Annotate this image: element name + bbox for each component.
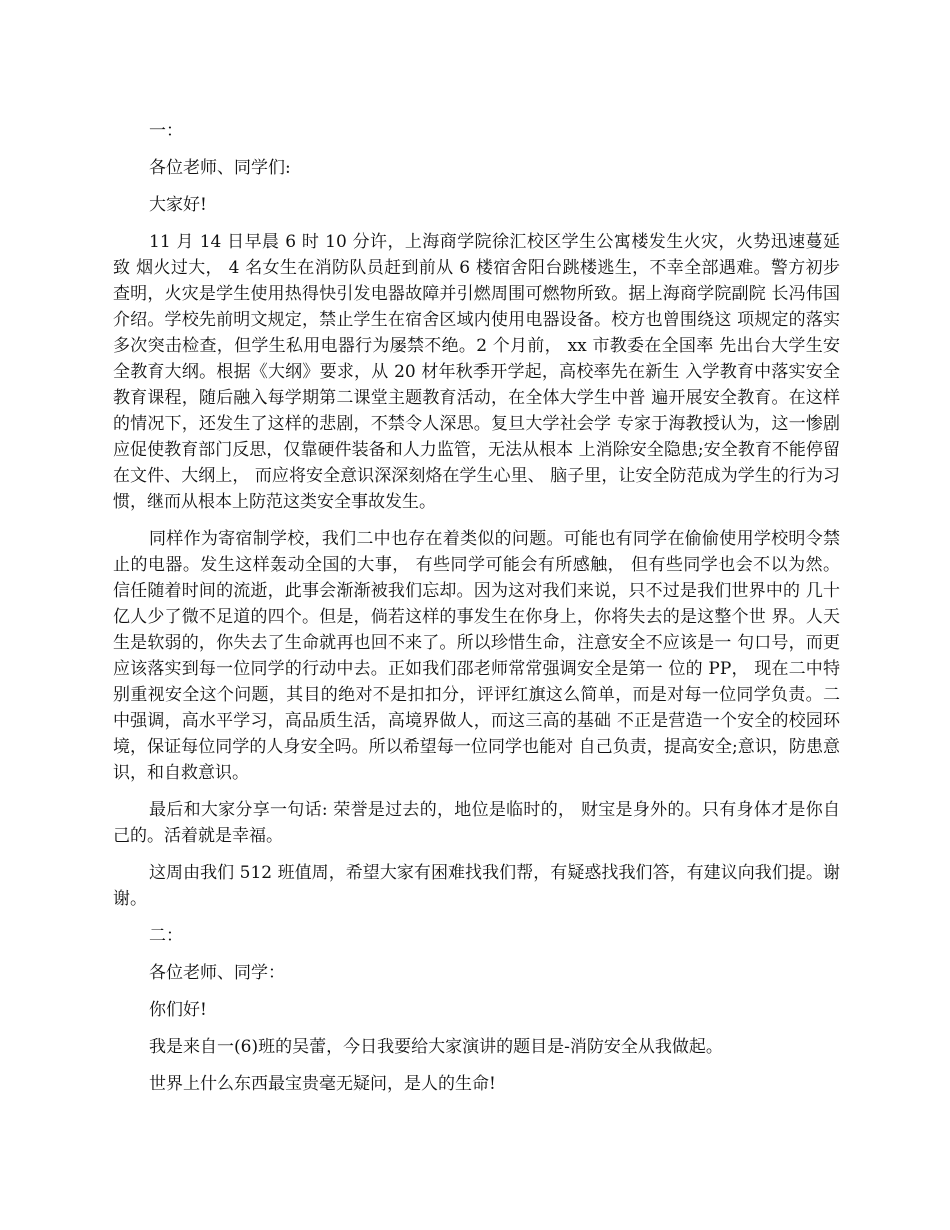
speech-opening-line: 世界上什么东西最宝贵毫无疑问，是人的生命! <box>149 1074 496 1094</box>
document-page <box>113 118 840 1108</box>
greeting-1: 大家好! <box>149 195 207 215</box>
section-heading-2: 二： <box>149 926 183 946</box>
greeting-2: 你们好! <box>149 1000 207 1020</box>
salutation-1: 各位老师、同学们: <box>149 158 291 178</box>
section-heading-1: 一： <box>149 121 183 141</box>
body-paragraph-closing-quote: 最后和大家分享一句话: 荣誉是过去的，地位是临时的， 财宝是身外的。只有身体才是你自 己的。活着就是幸福。 <box>113 800 840 846</box>
speech-intro: 我是来自一(6)班的吴蕾，今日我要给大家演讲的题目是-消防安全从我做起。 <box>149 1037 723 1057</box>
body-paragraph-duty-class: 这周由我们 512 班值周，希望大家有困难找我们帮，有疑惑找我们答，有建议向我们提。谢谢。 <box>113 863 840 909</box>
body-paragraph-school-safety: 同样作为寄宿制学校，我们二中也存在着类似的问题。可能也有同学在偷偷使用学校明令禁 止的电器。发生这样轰动全国的大事， 有些同学可能会有所感触， 但有些同学也会不以为然。 信任随着时间的流逝，此事会渐渐被我们忘却。因为这对我们来说，只不过是我们世界中的 几十亿人少了微不足道的四个。但是，倘若这样的事发生在你身上，你将失去的是这整个世 界。人天生是软弱的，你失去了生命就再也回不来了。所以珍惜生命，注意安全不应该是一 句口号，而更应该落实到每一位同学的行动中去。正如我们邵老师常常强调安全是第一 位的 PP， 现在二中特别重视安全这个问题，其目的绝对不是扣扣分，评评红旗这么简单，而是对每一位同学负责。二中强调，高水平学习，高品质生活，高境界做人，而这三高的基础 不正是营造一个安全的校园环境，保证每位同学的人身安全吗。所以希望每一位同学也能对 自己负责，提高安全;意识，防患意识，和自救意识。 <box>113 529 840 783</box>
body-paragraph-fire-incident: 11 月 14 日早晨 6 时 10 分许，上海商学院徐汇校区学生公寓楼发生火灾，火势迅速蔓延致 烟火过大， 4 名女生在消防队员赶到前从 6 楼宿舍阳台跳楼逃生，不幸全部遇难。警方初步 查明，火灾是学生使用热得快引发电器故障并引燃周围可燃物所致。据上海商学院副院 长冯伟国介绍。学校先前明文规定，禁止学生在宿舍区域内使用电器设备。校方也曾围绕这 项规定的落实多次突击检查，但学生私用电器行为屡禁不绝。2 个月前， xx 市教委在全国率 先出台大学生安全教育大纲。根据《大纲》要求，从 20 材年秋季开学起，高校率先在新生 入学教育中落实安全教育课程，随后融入每学期第二课堂主题教育活动，在全体大学生中普 遍开展安全教育。在这样的情况下，还发生了这样的悲剧，不禁令人深思。复旦大学社会学 专家于海教授认为，这一惨剧应促使教育部门反思，仅靠硬件装备和人力监管，无法从根本 上消除安全隐患;安全教育不能停留在文件、大纲上， 而应将安全意识深深刻烙在学生心里、 脑子里，让安全防范成为学生的行为习惯，继而从根本上防范这类安全事故发生。 <box>113 232 840 512</box>
salutation-2: 各位老师、同学： <box>149 963 285 983</box>
